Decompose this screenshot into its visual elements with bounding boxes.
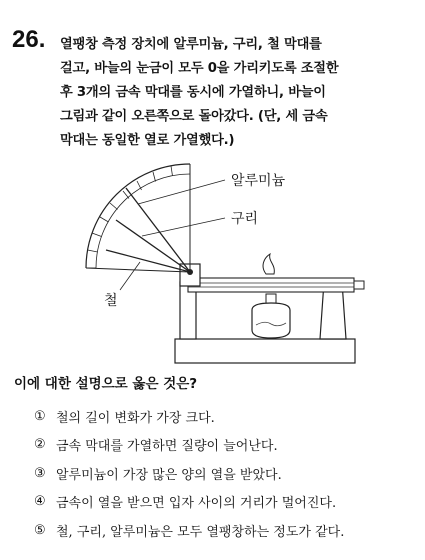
aluminum-pointer — [126, 188, 190, 272]
question-number: 26. — [12, 26, 46, 53]
choice-number: ③ — [34, 465, 46, 481]
iron-pointer — [106, 250, 190, 272]
choice-text: 금속이 열을 받으면 입자 사이의 거리가 멀어진다. — [56, 496, 337, 512]
apparatus-base — [175, 339, 355, 363]
copper-leader — [142, 218, 225, 236]
aluminum-label: 알루미늄 — [231, 173, 286, 189]
stem-line: 그림과 같이 오른쪽으로 돌아갔다. (단, 세 금속 — [60, 109, 328, 124]
choice-text: 철의 길이 변화가 가장 크다. — [56, 410, 215, 426]
choice-number: ② — [34, 437, 46, 453]
answer-choice-1[interactable] — [34, 402, 419, 431]
choice-number: ① — [34, 408, 46, 424]
question-stem — [60, 33, 415, 153]
answer-choices — [34, 402, 419, 545]
stem-line: 후 3개의 금속 막대를 동시에 가열하니, 바늘이 — [60, 85, 326, 100]
apparatus-drawing — [80, 150, 380, 370]
iron-label: 철 — [104, 293, 118, 309]
burner-lamp — [252, 303, 290, 338]
stem-line: 걸고, 바늘의 눈금이 모두 0을 가리키도록 조절한 — [60, 61, 339, 76]
aluminum-leader — [138, 180, 225, 204]
choice-text: 알루미늄이 가장 많은 양의 열을 받았다. — [56, 467, 282, 483]
answer-choice-3[interactable] — [34, 459, 419, 488]
copper-label: 구리 — [231, 211, 259, 227]
metal-rods — [188, 278, 354, 292]
stem-line: 막대는 동일한 열로 가열했다.) — [60, 133, 235, 148]
choice-number: ⑤ — [34, 522, 46, 538]
choice-number: ④ — [34, 494, 46, 510]
thermal-expansion-apparatus-figure — [80, 150, 380, 370]
stem-line: 열팽창 측정 장치에 알루미늄, 구리, 철 막대를 — [60, 37, 322, 52]
answer-choice-5[interactable] — [34, 516, 419, 545]
dial-frame — [86, 268, 190, 272]
answer-choice-4[interactable] — [34, 488, 419, 517]
choice-text: 금속 막대를 가열하면 질량이 늘어난다. — [56, 439, 278, 455]
answer-choice-2[interactable] — [34, 431, 419, 460]
iron-leader — [120, 262, 140, 290]
burner-flame — [263, 254, 274, 274]
question-prompt: 이에 대한 설명으로 옳은 것은? — [14, 376, 198, 392]
clamp-screw — [354, 281, 364, 289]
choice-text: 철, 구리, 알루미늄은 모두 열팽창하는 정도가 같다. — [56, 524, 345, 540]
